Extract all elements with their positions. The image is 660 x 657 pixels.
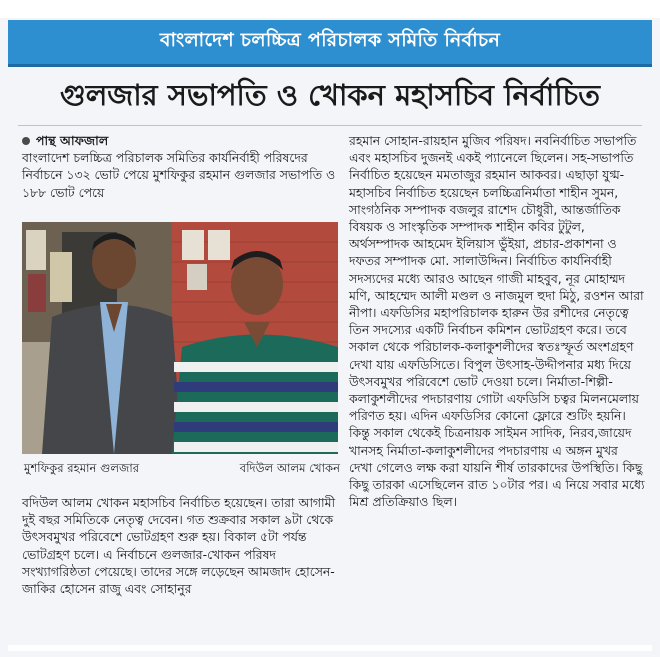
caption-left: মুশফিকুর রহমান গুলজার	[24, 461, 140, 475]
bottom-margin	[8, 645, 652, 651]
left-column-top	[22, 132, 342, 201]
headline-divider	[18, 125, 642, 126]
bullet-icon	[22, 137, 30, 145]
section-banner	[8, 20, 652, 67]
right-column	[349, 132, 645, 510]
intro-paragraph: বাংলাদেশ চলচ্চিত্র পরিচালক সমিতির কার্যনির্বাহী পরিষদের নির্বাচনে ১৩২ ভোট পেয়ে মুশফিকুর রহমান গুলজার সভাপতি ও ১৮৮ ভোট পেয়ে	[22, 150, 336, 200]
headline-text: গুলজার সভাপতি ও খোকন মহাসচিব নির্বাচিত	[59, 77, 601, 112]
headline	[8, 70, 652, 124]
byline-author: পান্থ আফজাল	[36, 133, 109, 148]
photo-captions	[22, 458, 340, 478]
left-column-bottom	[22, 494, 340, 597]
caption-right: বদিউল আলম খোকন	[239, 461, 340, 475]
news-photo	[22, 222, 338, 454]
byline	[22, 132, 342, 149]
banner-title: বাংলাদেশ চলচ্চিত্র পরিচালক সমিতি নির্বাচন	[159, 29, 501, 51]
left-bottom-paragraph: বদিউল আলম খোকন মহাসচিব নির্বাচিত হয়েছেন। তারা আগামী দুই বছর সমিতিকে নেতৃত্ব দেবেন। গত শুক্রবার সকাল ৯টা থেকে উৎসবমুখর পরিবেশে ভোটগ্রহণ শুরু হয়। বিকাল ৫টা পর্যন্ত ভোটগ্রহণ চলে। এ নির্বাচনে গুলজার-খোকন পরিষদ সংখ্যাগরিষ্ঠতা পেয়েছে। তাদের সঙ্গে লড়েছেন আমজাদ হোসেন-জাকির হোসেন রাজু এবং সোহানুর	[22, 495, 336, 597]
top-margin	[0, 0, 660, 18]
right-column-paragraph: রহমান সোহান-রায়হান মুজিব পরিষদ। নবনির্বাচিত সভাপতি এবং মহাসচিব দুজনই একই প্যানেলে ছিলেন। সহ-সভাপতি নির্বাচিত হয়েছেন মমতাজুর রহমান আকবর। এছাড়া যুগ্ম-মহাসচিব নির্বাচিত হয়েছেন চলচ্চিত্রনির্মাতা শাহীন সুমন, সাংগঠনিক সম্পাদক বজলুর রাশেদ চৌধুরী, আন্তর্জাতিক বিষয়ক ও সাংস্কৃতিক সম্পাদক শাহীন কবির টুটুল, অর্থসম্পাদক আহমেদ ইলিয়াস ভুঁইয়া, প্রচার-প্রকাশনা ও দফতর সম্পাদক মো. সালাউদ্দিন। নির্বাচিত কার্যনির্বাহী সদস্যদের মধ্যে আরও আছেন গাজী মাহবুব, নূর মোহাম্মদ মণি, আহম্মেদ আলী মণ্ডল ও নাজমুল হুদা মিঠু, রওশন আরা নীপা। এফডিসির মহাপরিচালক হারুন উর রশীদের নেতৃত্বে তিন সদস্যের একটি নির্বাচন কমিশন ভোটগ্রহণ করে। তবে সকাল থেকে পরিচালক-কলাকুশলীদের স্বতঃস্ফূর্ত অংশগ্রহণ দেখা যায় এফডিসিতে। বিপুল উৎসাহ-উদ্দীপনার মধ্য দিয়ে উৎসবমুখর পরিবেশে ভোট দেওয়া চলে। নির্মাতা-শিল্পী-কলাকুশলীদের পদচারণায় গোটা এফডিসি চত্বর মিলনমেলায় পরিণত হয়। এদিন এফডিসির কোনো ফ্লোরে শুটিং হয়নি। কিন্তু সকাল থেকেই চিত্রনায়ক সাইমন সাদিক, নিরব,জায়েদ খানসহ নির্মাতা-কলাকুশলীদের পদচারণায় এ অঙ্গন মুখর দেখা গেলেও লক্ষ করা যায়নি শীর্ষ তারকাদের উপস্থিতি। কিছু কিছু তারকা এসেছিলেন রাত ১০টার পর। এ নিয়ে সবার মধ্যে মিশ্র প্রতিক্রিয়াও ছিল।	[349, 133, 645, 510]
photo-illustration	[22, 222, 338, 454]
